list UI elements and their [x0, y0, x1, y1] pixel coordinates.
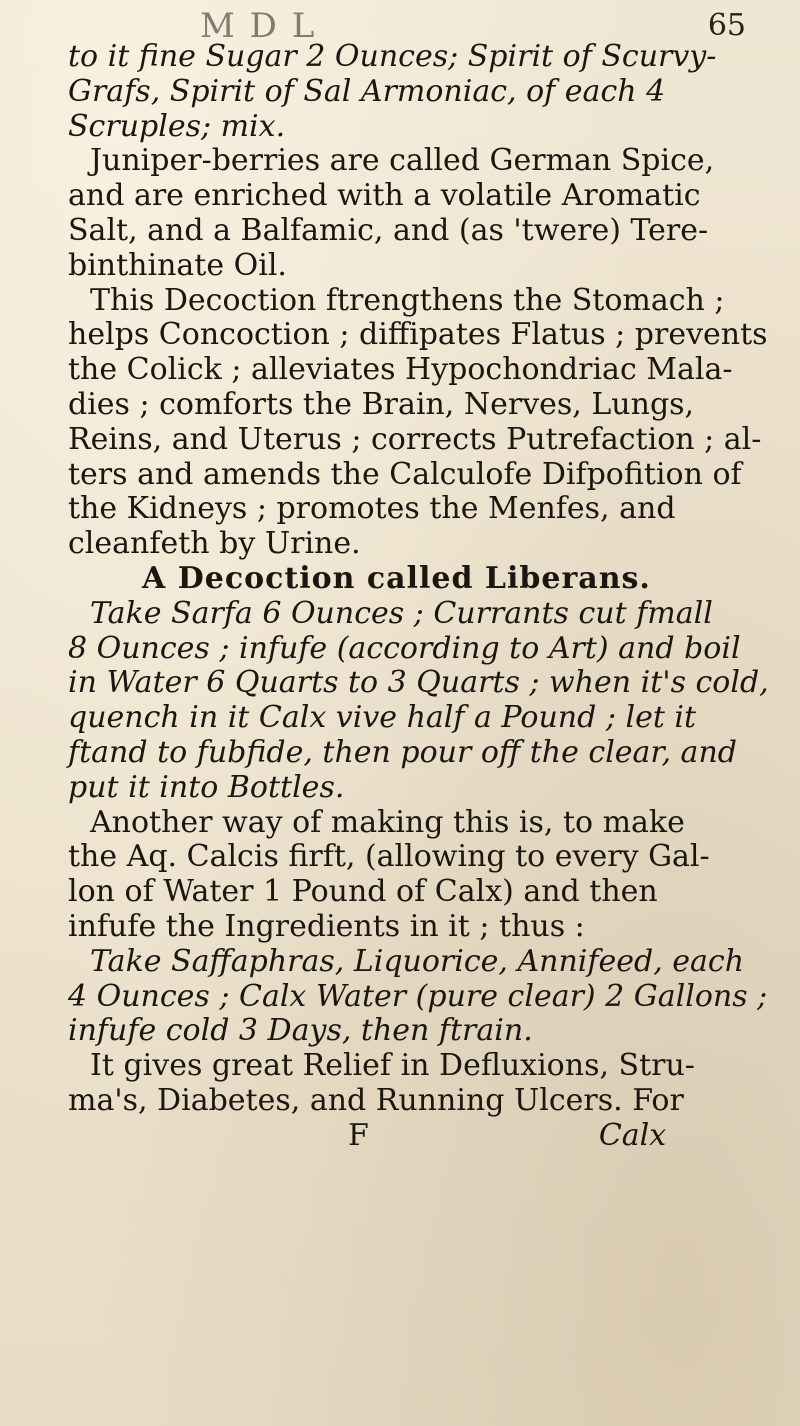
text-line: Reins, and Uterus ; corrects Putrefaction ; al- — [68, 421, 762, 457]
text-line: helps Concoction ; diffipates Flatus ; prevents — [68, 317, 768, 353]
text-line: Take Sarfa 6 Ounces ; Currants cut fmall — [90, 595, 713, 631]
text-line: Another way of making this is, to make — [90, 804, 685, 840]
text-line: ma's, Diabetes, and Running Ulcers. For — [68, 1082, 684, 1118]
signature-mark: F — [348, 1117, 369, 1153]
text-line: cleanfeth by Urine. — [68, 526, 361, 562]
section-heading: A Decoction called Liberans. — [142, 560, 651, 596]
body-text — [68, 40, 782, 1154]
text-line: the Colick ; alleviates Hypochondriac Mala- — [68, 352, 733, 388]
text-line: ftand to fubfide, then pour off the clear, and — [68, 734, 737, 770]
text-line: Scruples; mix. — [68, 108, 286, 144]
text-line: infufe the Ingredients in it ; thus : — [68, 908, 585, 944]
text-line: dies ; comforts the Brain, Nerves, Lungs, — [68, 386, 695, 422]
text-line: to it fine Sugar 2 Ounces; Spirit of Scurvy- — [68, 39, 717, 74]
text-line: infufe cold 3 Days, then ftrain. — [68, 1013, 533, 1049]
text-line: 4 Ounces ; Calx Water (pure clear) 2 Gallons ; — [68, 978, 768, 1014]
text-line: quench in it Calx vive half a Pound ; let it — [68, 700, 697, 736]
running-head-signature: M D L — [200, 6, 317, 46]
catchword: Calx — [598, 1117, 667, 1153]
text-line: in Water 6 Quarts to 3 Quarts ; when it's cold, — [68, 665, 769, 701]
text-line: binthinate Oil. — [68, 247, 287, 283]
text-line: Grafs, Spirit of Sal Armoniac, of each 4 — [68, 73, 666, 109]
text-line: and are enriched with a volatile Aromatic — [68, 178, 701, 214]
text-line: This Decoction ftrengthens the Stomach ; — [90, 282, 725, 318]
text-line: 8 Ounces ; infufe (according to Art) and boil — [68, 630, 741, 666]
text-line: put it into Bottles. — [68, 769, 345, 805]
text-line: the Kidneys ; promotes the Menfes, and — [68, 491, 676, 527]
footer-line — [68, 1119, 782, 1154]
text-line: Take Saffaphras, Liquorice, Annifeed, each — [90, 943, 745, 979]
text-line: ters and amends the Calculofe Difpofition of — [68, 456, 742, 492]
text-line: It gives great Relief in Defluxions, Stru- — [90, 1048, 695, 1084]
text-line: the Aq. Calcis firft, (allowing to every Gal- — [68, 839, 710, 875]
text-line: Juniper-berries are called German Spice, — [90, 143, 715, 179]
text-line: lon of Water 1 Pound of Calx) and then — [68, 874, 658, 910]
page-number: 65 — [707, 8, 746, 43]
text-line: Salt, and a Balfamic, and (as 'twere) Tere- — [68, 212, 709, 248]
